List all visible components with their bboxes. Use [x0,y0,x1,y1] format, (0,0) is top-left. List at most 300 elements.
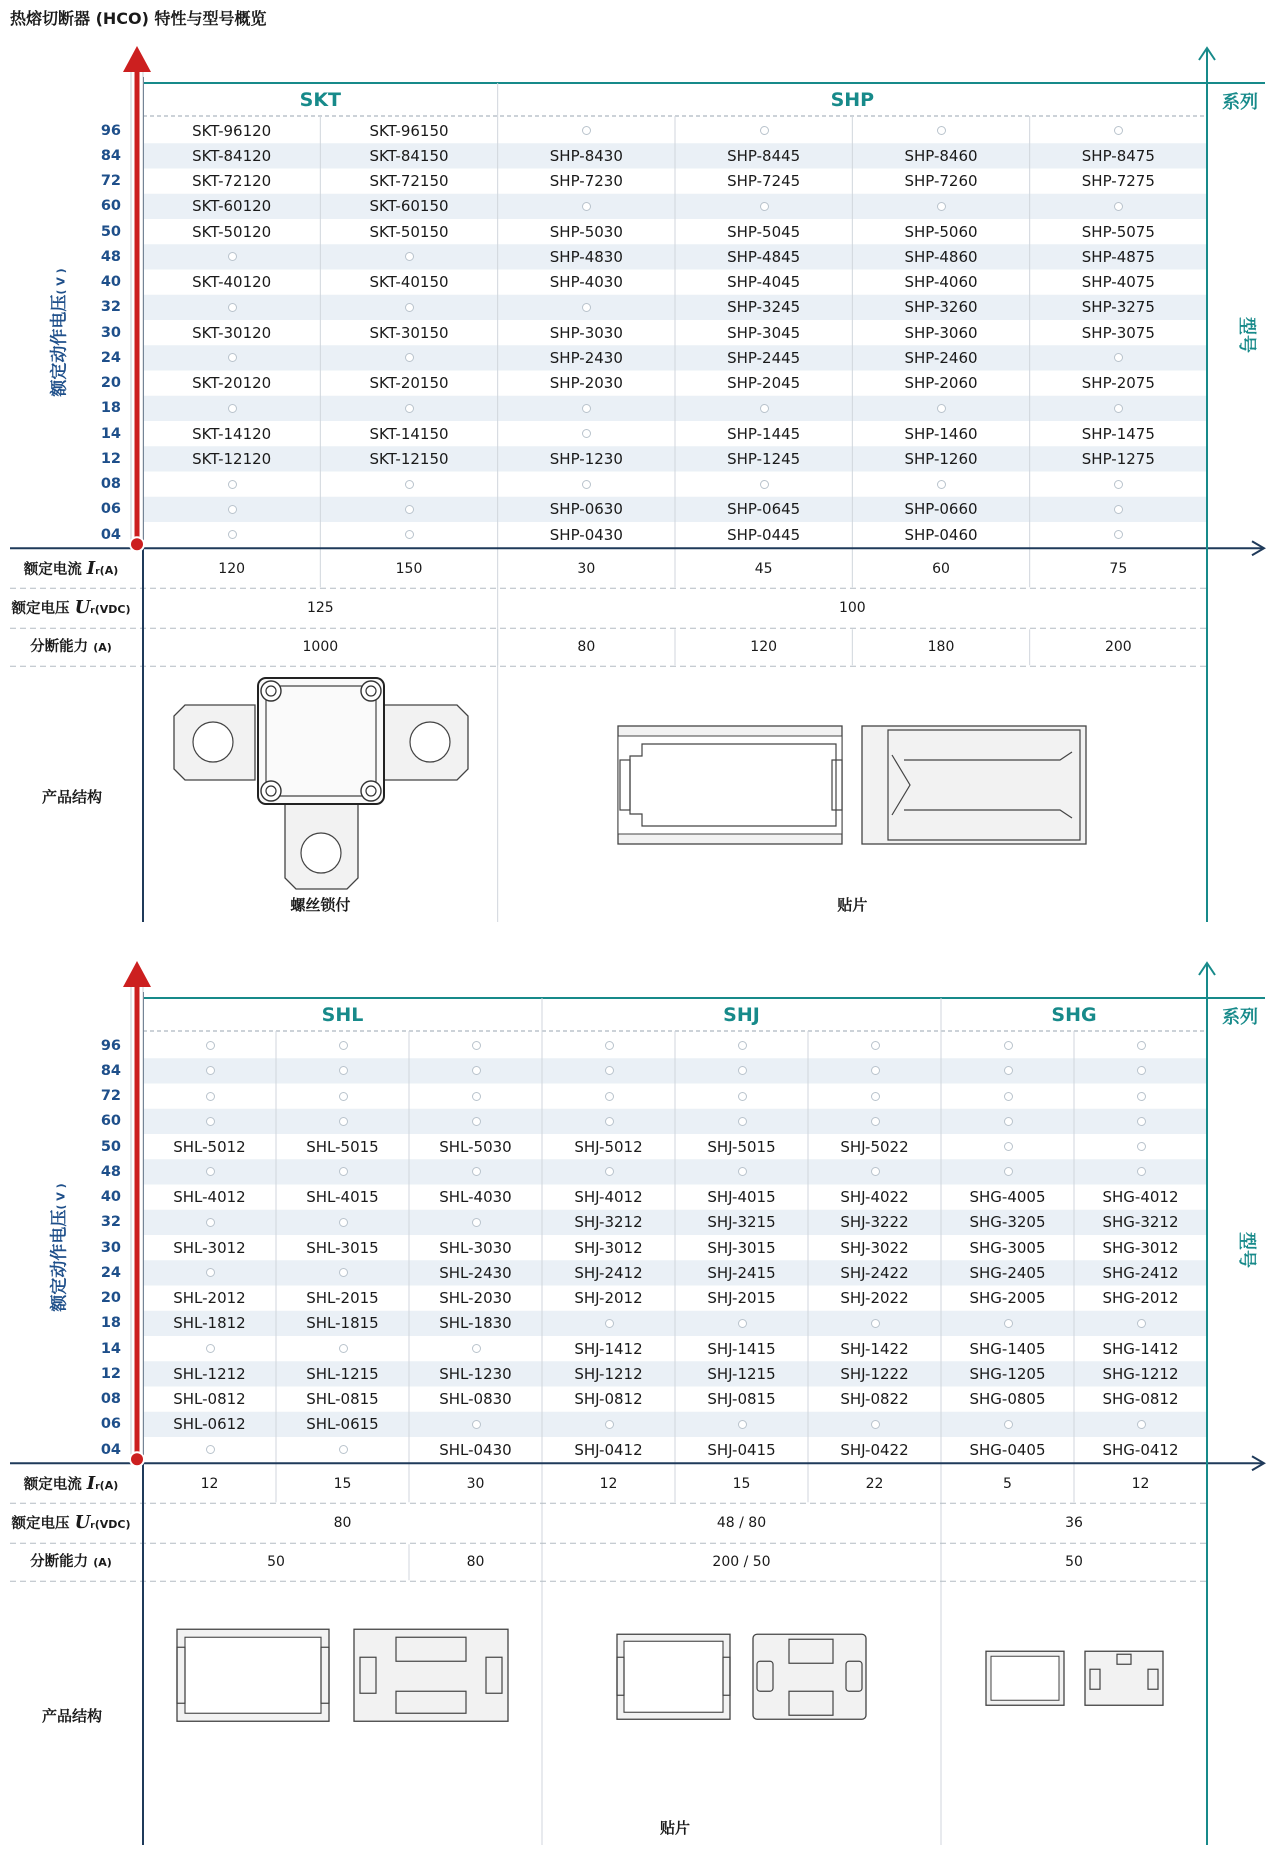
empty-slot-icon [582,480,591,489]
rated-current-value: 12 [1131,1476,1150,1493]
breaking-capacity-value: 200 / 50 [712,1554,771,1571]
rated-voltage-value: 36 [1065,1515,1083,1532]
model-cell: SHL-5030 [439,1137,512,1156]
empty-slot-icon [339,1041,348,1050]
model-cell: SHG-2005 [969,1289,1046,1307]
empty-slot-icon [1004,1117,1013,1126]
model-cell: SHJ-3215 [707,1213,776,1232]
empty-slot-icon [339,1344,348,1353]
model-cell: SHP-1445 [727,424,801,443]
empty-slot-icon [228,480,237,489]
model-cell: SHL-0830 [439,1390,512,1408]
voltage-tick: 72 [100,173,121,189]
model-cell: SHP-2430 [549,348,623,367]
voltage-tick: 72 [100,1088,121,1104]
rated-current-sub: r [95,1482,100,1493]
voltage-tick: 14 [100,1340,121,1357]
model-cell: SHJ-5022 [840,1137,909,1156]
model-cell: SHG-1412 [1102,1339,1179,1358]
model-cell: SHJ-3015 [707,1238,776,1257]
breaking-capacity-label [0,637,142,658]
model-cell: SHP-5075 [1081,222,1155,241]
voltage-axis-title: 额定动作电压 [49,1209,70,1312]
rated-current-value: 120 [218,561,246,578]
rated-current-prefix: 额定电流 [23,562,87,579]
model-cell: SHP-2445 [727,348,801,367]
model-cell: SHP-2030 [549,374,623,392]
voltage-tick: 32 [100,299,121,316]
model-cell: SHP-2460 [904,348,978,367]
empty-slot-icon [1137,1142,1146,1151]
voltage-tick: 18 [100,400,121,417]
empty-slot-icon [228,530,237,539]
rated-voltage-unit: (VDC) [94,603,131,617]
model-cell: SHL-4015 [306,1188,379,1206]
model-cell: SKT-50150 [369,222,449,241]
thermometer-arrow [123,961,151,987]
shj-part-b [753,1634,866,1719]
empty-slot-icon [605,1420,614,1429]
empty-slot-icon [738,1420,747,1429]
rated-voltage-value: 80 [333,1515,352,1532]
model-cell: SHL-0815 [306,1390,379,1408]
empty-slot-icon [871,1420,880,1429]
structure-label: 产品结构 [42,787,103,806]
rated-voltage-prefix: 额定电压 [11,601,75,618]
model-cell: SHG-3212 [1102,1213,1179,1232]
model-cell: SHG-1205 [969,1364,1046,1383]
model-cell: SHP-3030 [549,323,623,342]
model-cell: SHP-0660 [904,500,978,519]
voltage-tick: 18 [100,1315,121,1332]
voltage-tick: 06 [100,1416,121,1433]
model-cell: SKT-40150 [369,273,449,291]
rated-current-value: 22 [865,1476,884,1493]
rated-current-value: 15 [732,1476,751,1493]
breaking-capacity-value: 80 [577,639,596,656]
voltage-tick: 60 [100,1113,121,1130]
model-cell: SHP-2060 [904,374,978,392]
model-cell: SHP-8475 [1081,146,1155,165]
model-cell: SHP-8430 [549,146,623,165]
model-cell: SHP-4845 [727,247,801,266]
rated-voltage-value: 100 [838,600,866,617]
model-cell: SHJ-2415 [707,1263,776,1282]
empty-slot-icon [738,1167,747,1176]
model-cell: SHJ-2422 [840,1263,909,1282]
empty-slot-icon [339,1218,348,1227]
breaking-capacity-value: 200 [1104,639,1132,656]
empty-slot-icon [1137,1092,1146,1101]
empty-slot-icon [472,1092,481,1101]
model-cell: SHJ-1212 [574,1364,643,1383]
voltage-tick: 08 [100,476,121,492]
model-cell: SHG-1405 [969,1339,1046,1358]
model-cell: SHL-0612 [173,1415,246,1434]
voltage-tick: 40 [100,274,121,290]
empty-slot-icon [1137,1041,1146,1050]
smd-part-a-face [618,736,842,834]
voltage-tick: 32 [100,1214,121,1231]
model-cell: SHL-5015 [306,1137,379,1156]
screw-icon [366,686,376,696]
model-cell: SHP-8445 [727,146,801,165]
model-cell: SHP-5060 [904,222,978,241]
structure-caption: 贴片 [837,896,868,914]
rated-current-value: 60 [932,561,950,578]
voltage-tick: 08 [100,1391,121,1407]
empty-slot-icon [472,1041,481,1050]
rated-current-unit: (A) [99,1479,119,1493]
page-title: 热熔切断器 (HCO) 特性与型号概览 [10,9,267,28]
empty-slot-icon [339,1268,348,1277]
empty-slot-icon [1137,1319,1146,1328]
empty-slot-icon [760,202,769,211]
rated-current-value: 12 [599,1476,618,1493]
model-cell: SHG-3012 [1102,1238,1179,1257]
screw-icon [366,786,376,796]
model-cell: SHJ-1422 [840,1339,909,1358]
model-cell: SHP-1230 [549,449,623,468]
model-cell: SHJ-3212 [574,1213,643,1232]
empty-slot-icon [206,1041,215,1050]
model-cell: SHP-4045 [727,273,801,291]
rated-current-symbol: I [86,558,96,580]
empty-slot-icon [871,1117,880,1126]
model-cell: SHJ-4022 [840,1188,909,1206]
terminal-hole [301,833,341,873]
empty-slot-icon [472,1344,481,1353]
model-axis-label: 型号 [1236,317,1257,353]
empty-slot-icon [339,1066,348,1075]
voltage-tick: 14 [100,425,121,442]
empty-slot-icon [871,1319,880,1328]
model-cell: SHG-1212 [1102,1364,1179,1383]
voltage-tick: 24 [100,1264,121,1281]
model-cell: SHP-4030 [549,273,623,291]
screw-icon [266,686,276,696]
rated-voltage-sub: r [90,1521,95,1532]
empty-slot-icon [871,1066,880,1075]
model-cell: SHG-2012 [1102,1289,1179,1307]
rated-voltage-prefix: 额定电压 [11,1516,75,1533]
model-cell: SHP-3060 [904,323,978,342]
empty-slot-icon [605,1319,614,1328]
empty-slot-icon [228,505,237,514]
voltage-tick: 04 [100,1441,121,1458]
rated-voltage-symbol: U [74,1512,91,1534]
empty-slot-icon [738,1319,747,1328]
model-cell: SHG-4012 [1102,1188,1179,1206]
rated-current-sub: r [95,567,100,578]
model-cell: SHJ-0422 [840,1440,909,1459]
empty-slot-icon [871,1092,880,1101]
model-cell: SHG-0812 [1102,1390,1179,1408]
model-cell: SKT-30150 [369,323,449,342]
voltage-axis-unit: ( V ) [54,1183,68,1210]
rated-voltage-sub: r [90,606,95,617]
rated-current-label [0,1474,142,1497]
empty-slot-icon [605,1092,614,1101]
empty-slot-icon [405,530,414,539]
voltage-tick: 24 [100,349,121,366]
model-cell: SHJ-3012 [574,1238,643,1257]
model-cell: SHL-1212 [173,1364,246,1383]
model-cell: SHL-1812 [173,1314,246,1333]
empty-slot-icon [228,353,237,362]
empty-slot-icon [405,480,414,489]
model-cell: SHP-0445 [727,525,801,544]
model-cell: SKT-20150 [369,374,449,392]
model-cell: SHJ-1415 [707,1339,776,1358]
model-cell: SKT-60150 [369,197,449,216]
empty-slot-icon [339,1117,348,1126]
series-name: SKT [299,89,342,111]
model-cell: SHP-2045 [727,374,801,392]
voltage-tick: 48 [100,248,121,265]
model-cell: SHP-4075 [1081,273,1155,291]
model-cell: SHP-7230 [549,172,623,190]
voltage-tick: 84 [100,1062,121,1079]
rated-voltage-label [0,1513,142,1536]
breaking-capacity-value: 80 [466,1554,485,1571]
model-cell: SHJ-5015 [707,1137,776,1156]
model-cell: SKT-40120 [192,273,272,291]
empty-slot-icon [738,1066,747,1075]
empty-slot-icon [605,1066,614,1075]
breaking-capacity-unit: (A) [93,641,112,655]
model-cell: SKT-50120 [192,222,272,241]
model-cell: SHP-7245 [727,172,801,190]
voltage-tick: 06 [100,501,121,518]
breaking-capacity-value: 50 [267,1554,285,1571]
model-cell: SHJ-4015 [707,1188,776,1206]
series-name: SHJ [723,1004,760,1026]
empty-slot-icon [937,126,946,135]
model-cell: SHP-4860 [904,247,978,266]
voltage-tick: 60 [100,198,121,215]
model-cell: SHJ-1222 [840,1364,909,1383]
model-cell: SHP-1475 [1081,424,1155,443]
screw-icon [266,786,276,796]
empty-slot-icon [871,1167,880,1176]
structure-drawings [177,1629,1163,1721]
voltage-tick: 20 [100,1290,121,1306]
model-cell: SHL-0430 [439,1440,512,1459]
empty-slot-icon [206,1167,215,1176]
series-name: SHP [830,89,875,111]
model-cell: SHJ-2412 [574,1263,643,1282]
empty-slot-icon [206,1268,215,1277]
model-cell: SHJ-3022 [840,1238,909,1257]
model-cell: SHP-3045 [727,323,801,342]
model-cell: SHL-2030 [439,1289,512,1307]
model-cell: SHP-3260 [904,298,978,317]
model-cell: SHL-5012 [173,1137,246,1156]
model-cell: SHL-0615 [306,1415,379,1434]
structure-label: 产品结构 [42,1706,103,1725]
breaking-capacity-label [0,1552,142,1573]
empty-slot-icon [228,252,237,261]
model-cell: SKT-20120 [192,374,272,392]
empty-slot-icon [339,1445,348,1454]
breaking-capacity-value: 1000 [302,639,339,656]
model-cell: SKT-14120 [192,424,272,443]
model-cell: SKT-84150 [369,146,449,165]
empty-slot-icon [605,1041,614,1050]
voltage-tick: 96 [100,122,121,139]
empty-slot-icon [738,1092,747,1101]
smd-part-b [862,726,1086,844]
model-axis-label: 型号 [1236,1232,1257,1268]
model-cell: SHJ-2015 [707,1289,776,1307]
model-cell: SHL-3012 [173,1238,246,1257]
empty-slot-icon [1004,1092,1013,1101]
empty-slot-icon [1137,1066,1146,1075]
model-cell: SHP-3275 [1081,298,1155,317]
rated-current-unit: (A) [99,564,119,578]
voltage-tick: 50 [100,1138,121,1155]
model-cell: SKT-84120 [192,146,272,165]
empty-slot-icon [1004,1142,1013,1151]
empty-slot-icon [937,202,946,211]
rated-current-value: 150 [395,561,423,578]
rated-voltage-label [0,598,142,621]
empty-slot-icon [937,480,946,489]
breaking-capacity-value: 50 [1065,1554,1083,1571]
model-cell: SKT-72120 [192,172,272,190]
breaking-capacity-prefix: 分断能力 [30,1554,94,1571]
model-cell: SHL-2012 [173,1289,246,1307]
model-cell: SHP-3075 [1081,323,1155,342]
model-cell: SHG-3205 [969,1213,1046,1232]
model-cell: SHJ-0415 [707,1440,776,1459]
empty-slot-icon [760,126,769,135]
voltage-axis-title: 额定动作电压 [49,294,70,397]
breaking-capacity-unit: (A) [93,1556,112,1570]
rated-current-value: 12 [200,1476,219,1493]
voltage-tick: 30 [100,324,121,341]
empty-slot-icon [1137,1167,1146,1176]
structure-drawings [174,678,1086,889]
model-cell: SHP-7275 [1081,172,1155,190]
rated-current-value: 30 [466,1476,485,1493]
empty-slot-icon [206,1344,215,1353]
rated-current-value: 30 [577,561,596,578]
rated-current-value: 75 [1109,561,1128,578]
model-cell: SHG-4005 [969,1188,1046,1206]
model-cell: SHG-0405 [969,1440,1046,1459]
empty-slot-icon [206,1445,215,1454]
model-cell: SHJ-3222 [840,1213,909,1232]
empty-slot-icon [1004,1319,1013,1328]
model-cell: SHL-1830 [439,1314,512,1333]
model-cell: SHJ-2022 [840,1289,909,1307]
model-cell: SHG-0805 [969,1390,1046,1408]
model-cell: SHL-3030 [439,1238,512,1257]
structure-caption: 贴片 [659,1819,690,1837]
rated-current-value: 5 [1003,1476,1012,1493]
model-cell: SHP-0430 [549,525,623,544]
empty-slot-icon [605,1167,614,1176]
model-cell: SHJ-0822 [840,1390,909,1408]
empty-slot-icon [228,404,237,413]
model-cell: SHP-4875 [1081,247,1155,266]
empty-slot-icon [1137,1420,1146,1429]
empty-slot-icon [937,404,946,413]
empty-slot-icon [472,1167,481,1176]
shl-part-b [354,1629,508,1721]
empty-slot-icon [339,1167,348,1176]
model-cell: SHP-0645 [727,500,801,519]
terminal-hole [410,722,450,762]
model-cell: SKT-96150 [369,121,449,140]
panel-shl-shj-shg [0,915,1280,1850]
voltage-tick: 12 [100,450,121,467]
model-cell: SKT-12120 [192,449,272,468]
model-cell: SHP-4830 [549,247,623,266]
model-cell: SKT-60120 [192,197,272,216]
empty-slot-icon [206,1066,215,1075]
voltage-tick: 50 [100,223,121,240]
model-cell: SHL-1815 [306,1314,379,1333]
model-cell: SHP-0460 [904,525,978,544]
model-cell: SKT-30120 [192,323,272,342]
shg-part-b [1085,1651,1163,1705]
model-cell: SHJ-4012 [574,1188,643,1206]
voltage-tick: 48 [100,1163,121,1180]
thermometer-bulb [130,1452,144,1466]
model-cell: SHP-8460 [904,146,978,165]
model-cell: SHJ-2012 [574,1289,643,1307]
model-cell: SHJ-1215 [707,1364,776,1383]
rated-current-label [0,559,142,582]
empty-slot-icon [228,303,237,312]
model-cell: SHL-4030 [439,1188,512,1206]
voltage-axis-label [45,268,70,398]
voltage-tick: 40 [100,1189,121,1205]
empty-slot-icon [206,1117,215,1126]
shj-part-a-face [624,1641,723,1712]
model-cell: SHJ-0812 [574,1390,643,1408]
empty-slot-icon [1004,1167,1013,1176]
model-cell: SHG-3005 [969,1238,1046,1257]
empty-slot-icon [738,1041,747,1050]
rated-voltage-unit: (VDC) [94,1518,131,1532]
model-cell: SHP-0630 [549,500,623,519]
model-cell: SHP-1275 [1081,449,1155,468]
series-name: SHG [1051,1004,1097,1026]
model-cell: SHL-1230 [439,1364,512,1383]
rated-voltage-value: 125 [306,600,334,617]
empty-slot-icon [760,404,769,413]
model-cell: SHP-4060 [904,273,978,291]
model-cell: SHP-1260 [904,449,978,468]
series-name: SHL [321,1004,364,1026]
model-cell: SHJ-1412 [574,1339,643,1358]
empty-slot-icon [472,1117,481,1126]
empty-slot-icon [1004,1420,1013,1429]
empty-slot-icon [472,1066,481,1075]
empty-slot-icon [1137,1117,1146,1126]
model-cell: SHG-0412 [1102,1440,1179,1459]
model-cell: SHP-2075 [1081,374,1155,392]
thermometer-arrow [123,46,151,72]
model-cell: SHL-1215 [306,1364,379,1383]
model-cell: SHP-3245 [727,298,801,317]
empty-slot-icon [339,1092,348,1101]
empty-slot-icon [760,480,769,489]
